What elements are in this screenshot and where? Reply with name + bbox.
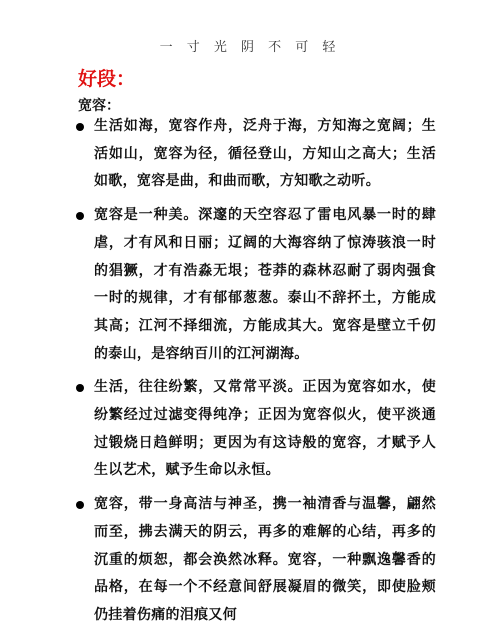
page-header: 一 寸 光 阴 不 可 轻 bbox=[159, 40, 341, 55]
paragraph-text: 宽容是一种美。深邃的天空容忍了雷电风暴一时的肆虐，才有风和日丽；辽阔的大海容纳了惊涛骇浪一时的猖獗，才有浩淼无垠；苍莽的森林忍耐了弱肉强食一时的规律，才有郁郁葱葱。泰山不辞抔土，方能成其高；江河不择细流，方能成其大。宽容是壁立千仞的泰山，是容纳百川的江河湖海。 bbox=[94, 207, 436, 362]
list-item bbox=[76, 113, 436, 196]
bullet-icon bbox=[76, 212, 84, 220]
section-title: 好段： bbox=[78, 68, 136, 90]
bullet-icon bbox=[76, 123, 84, 131]
list-item bbox=[76, 374, 436, 485]
paragraph-text: 生活如海，宽容作舟，泛舟于海，方知海之宽阔；生活如山，宽容为径，循径登山，方知山之高大；生活如歌，宽容是曲，和曲而歌，方知歌之动听。 bbox=[94, 118, 436, 190]
bullet-icon bbox=[76, 501, 84, 509]
bullet-icon bbox=[76, 384, 84, 392]
paragraph-text: 宽容，带一身高洁与神圣，携一袖清香与温馨，翩然而至，拂去满天的阴云，再多的难解的心结，再多的沉重的烦恕，都会涣然冰释。宽容，一种飘逸馨香的品格，在每一个不经意间舒展凝眉的微笑，即使脸颊仍挂着伤痛的泪痕又何 bbox=[94, 496, 436, 623]
paragraph-text: 生活，往往纷繁，又常常平淡。正因为宽容如水，使纷繁经过过滤变得纯净；正因为宽容似火，使平淡通过锻烧日趋鲜明；更因为有这诗般的宽容，才赋予人生以艺术，赋予生命以永恒。 bbox=[94, 379, 436, 479]
list-item bbox=[76, 491, 436, 630]
subheading: 宽容： bbox=[78, 98, 120, 114]
list-item bbox=[76, 202, 436, 368]
paragraph-list bbox=[76, 113, 436, 636]
